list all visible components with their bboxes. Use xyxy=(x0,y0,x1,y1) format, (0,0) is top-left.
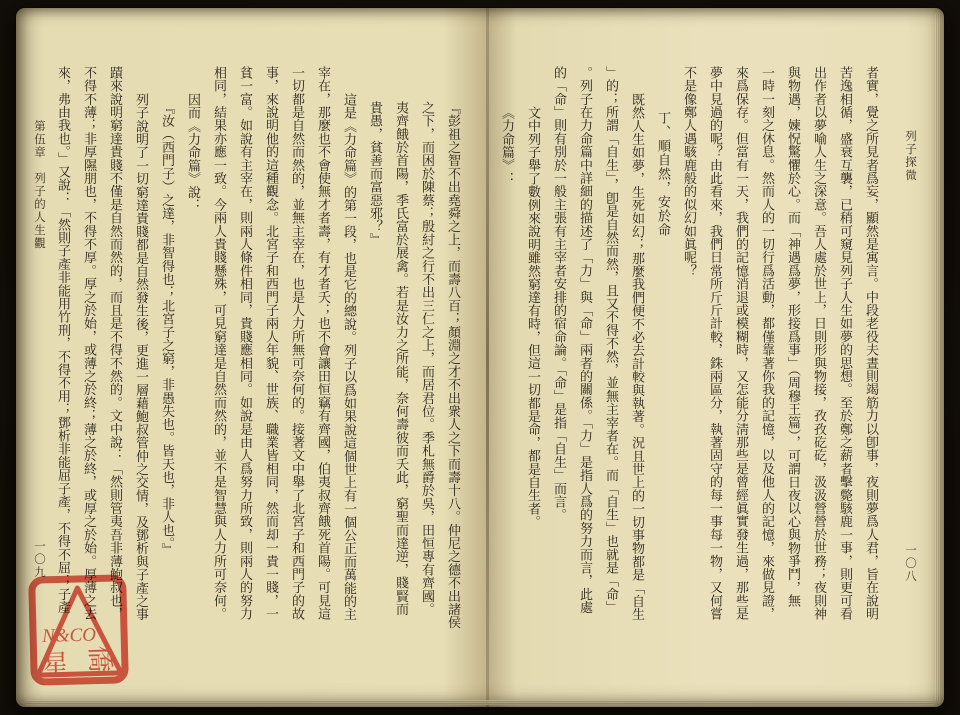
text-column: 一切都是自然而然的，並無主宰在，也是人力所無可奈何的。接著文中舉了北宮子和西門子的故 xyxy=(290,66,305,621)
text-column: 『彭祖之智不出堯舜之上，而壽八百；顏淵之才不出衆人之下而壽十八。仲尼之德不出諸侯 xyxy=(446,101,461,629)
stamp-letters: N&CO xyxy=(41,624,97,647)
book-spine-gutter xyxy=(486,8,489,707)
text-column: 既然人生如夢，生死如幻；那麼我們便不必去計較與執著。況且世上的一切事物都是「自生 xyxy=(630,93,645,621)
quote-source-label: 《力命篇》： xyxy=(500,106,515,186)
text-column: 的「命」則有別於一般主張有主宰者安排的宿命論。「命」是指「自生」而言。 xyxy=(552,66,567,522)
section-heading: 丁、順自然，安於命 xyxy=(656,111,671,237)
chapter-header: 第伍章 列子的人生觀 xyxy=(33,120,45,250)
text-column: 之下，而困於陳蔡；殷紂之行不出三仁之上，而居君位。季札無爵於吳，田恒專有齊國。 xyxy=(420,101,435,616)
text-column: 苦逸相循，盛衰互襲，已稍可窺見列子人生如夢的思想。至於鄭之薪者擊斃駭鹿一事，則更可看 xyxy=(838,66,853,621)
text-column: 這是《力命篇》的第一段，也是它的總說。列子以爲如果說這個世上有一個公正而萬能的主 xyxy=(342,93,357,621)
page-number-left: 一〇九 xyxy=(33,540,45,579)
text-column: 事，來說明他的這種觀念。北宮子和西門子兩人年貌、世族、職業皆相同，然而却一貴一賤，一 xyxy=(264,66,279,621)
left-page-text xyxy=(48,66,466,658)
text-column: 『汝（西門子）之達，非智得也；北宮子之窮，非愚失也。皆天也，非人也。』 xyxy=(160,101,175,557)
ownership-stamp xyxy=(28,574,130,689)
text-column: 不是像鄭人遇駭鹿般的似幻如眞呢？ xyxy=(682,66,697,278)
text-column: 來爲保存。但當有一天，我們的記憶消退或模糊時，又怎能分淸那些是曾經眞實發生過，那些是 xyxy=(734,66,749,621)
text-column: 列子說明了一切窮達貴賤都是自然發生後，更進一層藉鮑叔管仲之交情，及鄧析與子產之事 xyxy=(134,93,149,621)
text-column: 來，弗由我也。」又說：「然則子產非能用竹刑，不得不用；鄧析非能屈子產，不得不屈；子產 xyxy=(56,66,71,614)
stamp-char-left: 星 xyxy=(41,649,70,680)
text-column: 相同，結果亦應一致。今兩人貴賤懸殊，可見窮達是自然而然的，並不是智慧與人力所可奈何。 xyxy=(212,66,227,621)
text-column: 不得不薄；非厚隰朋也，不得不厚。厚之於始，或薄之於終；薄之於終，或厚之於始。厚薄之去 xyxy=(82,66,97,621)
page-stack-edge-right xyxy=(935,14,941,701)
text-column: 貴愚，貧善而富惡邪？』 xyxy=(368,101,383,247)
text-column: 夢中見過的呢？由此看來，我們日常所斤斤計較，銖兩區分，執著固守的每一事每一物，又何嘗 xyxy=(708,66,723,621)
text-column: 。列子在力命篇中詳細的描述了「力」與「命」兩者的關係。「力」是指人爲的努力而言，此處 xyxy=(578,66,593,614)
page-stack-edge-bottom xyxy=(26,700,934,705)
book-title-header: 列子探微 xyxy=(904,130,916,182)
text-column: 蹟來說明窮達貴賤不僅是自然而然的，而且是不得不然的。文中說：「然則管夷吾非薄鮑叔也， xyxy=(108,66,123,621)
text-column: 貧一富。如說有主宰在，則兩人條件相同，貴賤應相同。如說是由人爲努力所致，則兩人的努力 xyxy=(238,66,253,621)
text-column: 宰在，那麼也不會使無才者壽，有才者夭；也不會讓田恒竊有齊國，伯夷叔齊餓死首陽。可見這 xyxy=(316,66,331,621)
stamp-char-right: 僑 xyxy=(84,645,116,673)
right-page-text xyxy=(492,66,884,658)
page-number-right: 一〇八 xyxy=(904,544,916,583)
text-column: 一時一刻之休息。然而人的一切行爲活動，都僅靠著你我的記憶，以及他人的記憶，來做見證， xyxy=(760,66,775,621)
text-column: 因而《力命篇》說： xyxy=(186,93,201,212)
book-spread xyxy=(16,8,944,707)
text-column: 」的；所謂「自生」，卽是自然而然，且又不得不然，並無主宰者在。而「自生」也就是「命」 xyxy=(604,66,619,614)
text-column: 夷齊餓於首陽，季氏富於展禽。若是汝力之所能，奈何壽彼而夭此，窮聖而達逆，賤賢而 xyxy=(394,101,409,616)
text-column: 者實，覺之所見者爲妄，顯然是寓言。中段老役夫晝則竭筋力以卽事，夜則夢爲人君，旨在說明 xyxy=(864,66,879,621)
text-column: 出作者以夢喻人生之深意。吾人處於世上，日則形與物接，孜孜矻矻，汲汲營營於世務；夜則神 xyxy=(812,66,827,621)
text-column: 與物遇，媡怳驚懼於心。而「神遇爲夢，形接爲事」（周穆王篇），可謂日夜以心與物爭鬥，無 xyxy=(786,66,801,608)
text-column: 文中列子舉了數例來說明雖然窮達有時，但這一切都是命，都是自生者。 xyxy=(526,106,541,529)
